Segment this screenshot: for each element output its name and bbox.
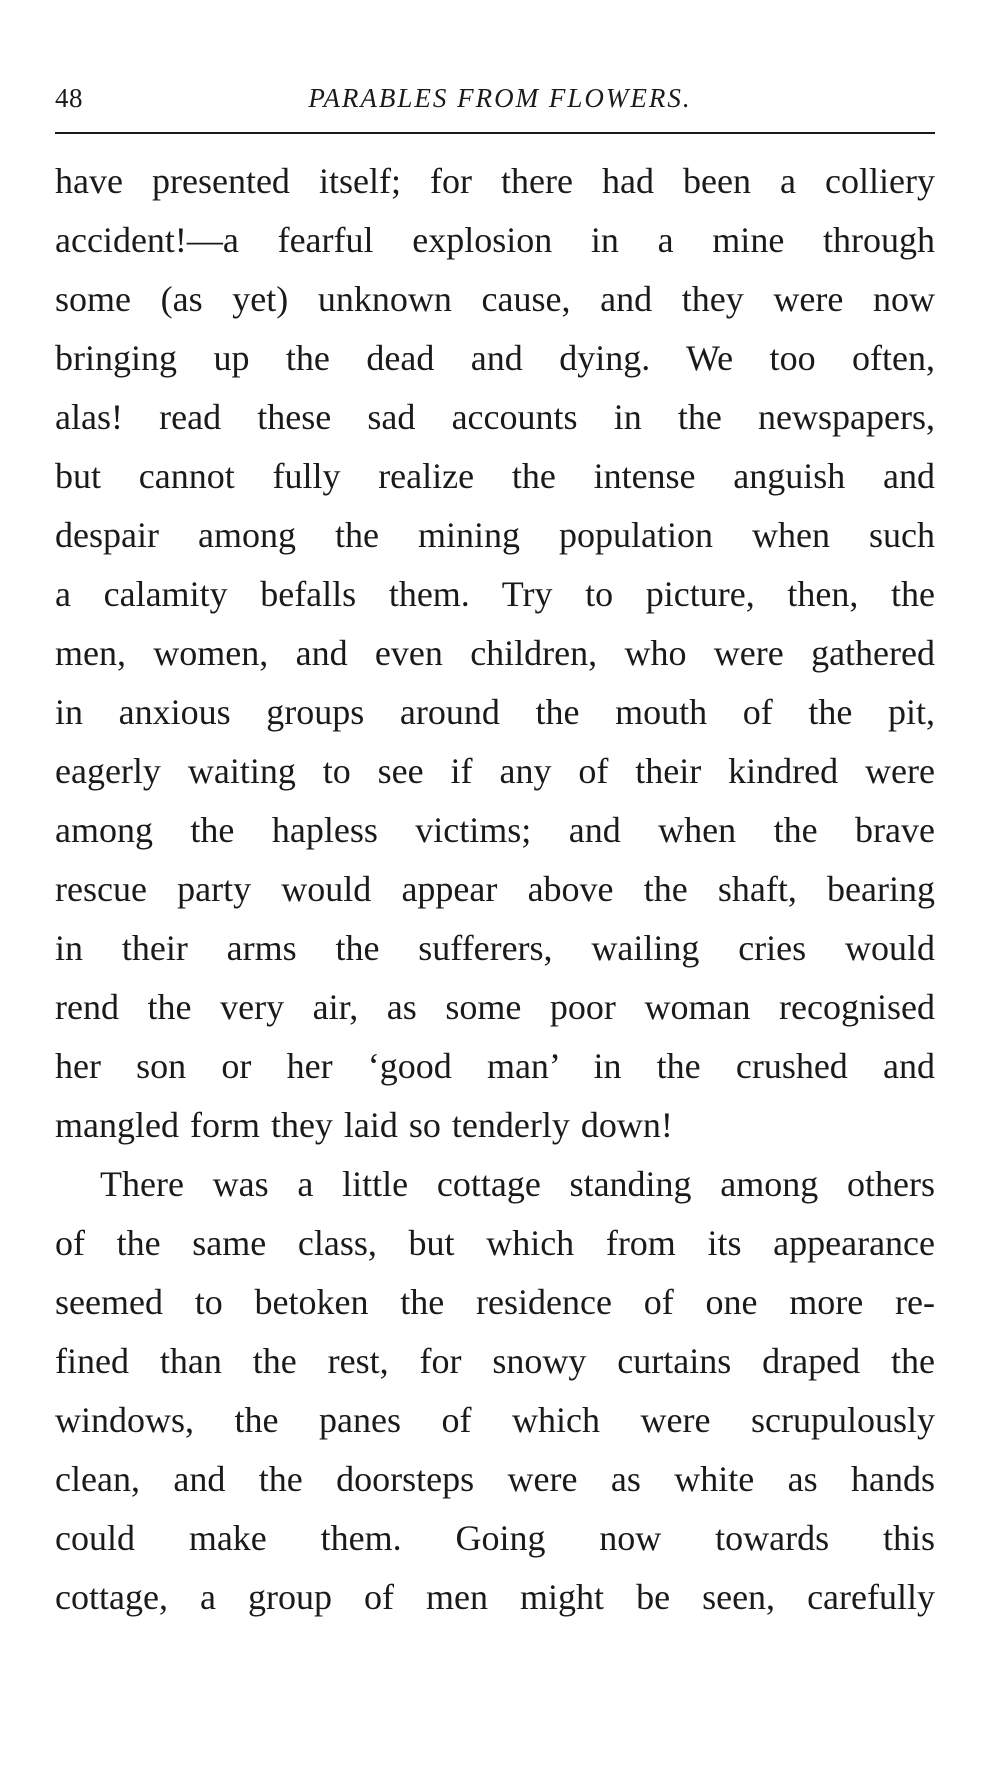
body-text [55,152,935,1627]
text-line: her son or her ‘good man’ in the crushed and [55,1046,935,1086]
text-line: some (as yet) unknown cause, and they were now [55,279,935,319]
text-line: seemed to betoken the residence of one more re- [55,1282,935,1322]
text-line: eagerly waiting to see if any of their kindred were [55,751,935,791]
text-line: men, women, and even children, who were gathered [55,633,935,673]
text-line: alas! read these sad accounts in the newspapers, [55,397,935,437]
text-line: rend the very air, as some poor woman recognised [55,987,935,1027]
text-line: cottage, a group of men might be seen, carefully [55,1577,935,1617]
text-line: bringing up the dead and dying. We too often, [55,338,935,378]
text-line: a calamity befalls them. Try to picture, then, the [55,574,935,614]
running-title: PARABLES FROM FLOWERS. [308,83,692,113]
page-header [55,78,935,118]
text-line: rescue party would appear above the shaft, bearing [55,869,935,909]
text-line: despair among the mining population when such [55,515,935,555]
text-line: mangled form they laid so tenderly down! [55,1105,673,1145]
text-line: fined than the rest, for snowy curtains draped the [55,1341,935,1381]
text-line: windows, the panes of which were scrupulously [55,1400,935,1440]
text-line: clean, and the doorsteps were as white as hands [55,1459,935,1499]
paragraph-1 [55,152,935,1155]
text-line: in their arms the sufferers, wailing cries would [55,928,935,968]
text-line: There was a little cottage standing among others [100,1164,935,1204]
header-rule [55,132,935,134]
text-line: could make them. Going now towards this [55,1518,935,1558]
page-number: 48 [55,83,83,113]
text-line: in anxious groups around the mouth of the pit, [55,692,935,732]
text-line: among the hapless victims; and when the brave [55,810,935,850]
text-line: but cannot fully realize the intense anguish and [55,456,935,496]
text-line: accident!—a fearful explosion in a mine through [55,220,935,260]
paragraph-2 [55,1155,935,1627]
text-line: have presented itself; for there had been a colliery [55,161,935,201]
text-line: of the same class, but which from its appearance [55,1223,935,1263]
